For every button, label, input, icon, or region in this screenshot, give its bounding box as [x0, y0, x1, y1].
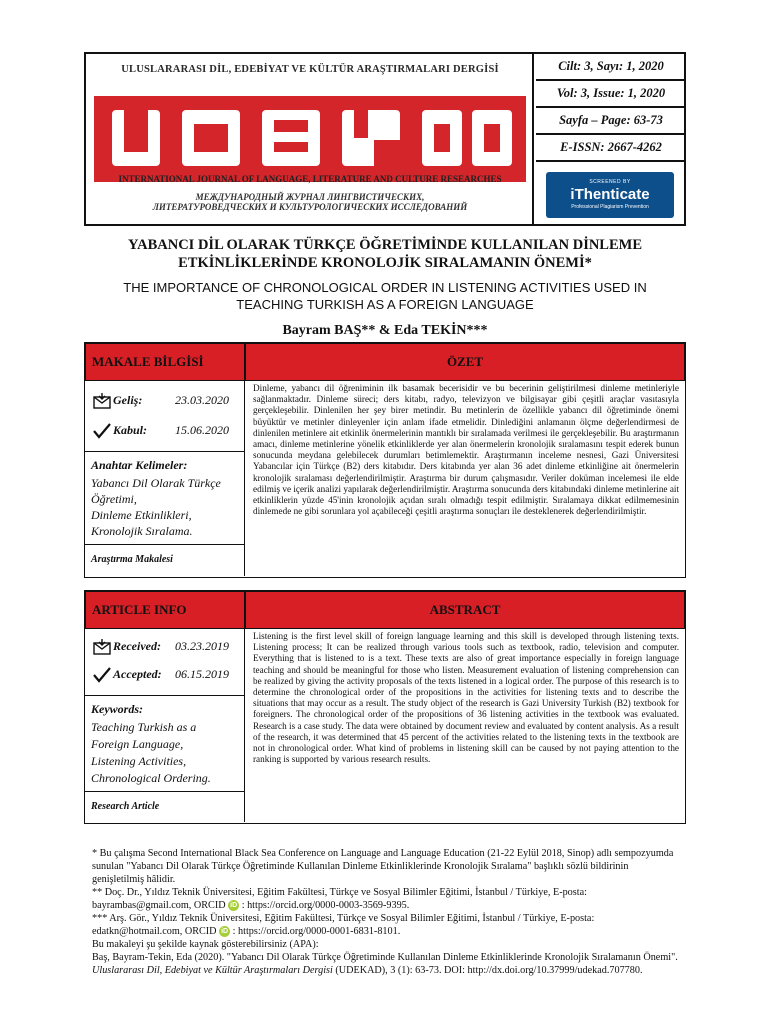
footnotes [92, 847, 682, 977]
article-info-en-column [85, 629, 245, 822]
keyword-en: Listening Activities, [91, 754, 187, 768]
keyword-en: Chronological Ordering. [91, 771, 211, 785]
orcid-icon[interactable]: iD [221, 928, 229, 936]
journal-name-en: INTERNATIONAL JOURNAL OF LANGUAGE, LITERATURE AND CULTURE RESEARCHES [118, 174, 502, 184]
keywords-en-title: Keywords: [91, 702, 143, 716]
article-type-en: Research Article [85, 791, 245, 822]
article-info-en-header: ARTICLE INFO [85, 591, 245, 629]
keyword-tr: Dinleme Etkinlikleri, [91, 508, 192, 522]
keyword-tr: Öğretimi, [91, 492, 137, 506]
keyword-tr: Kronolojik Sıralama. [91, 524, 193, 538]
accepted-date-tr: Kabul: 15.06.2020 [93, 423, 147, 439]
footnote-conference: * Bu çalışma Second International Black Sea Conference on Language and Language Education (21-22 Eylül 2018, Sinop) adlı sempozyumda sunulan "Yabancı Dil Olarak Türkçe Öğretiminde Kullanılan Dinleme Etkinliklerinde Kronolojik Sıralama" başlıklı sözlü bildirinin genişletilmiş hâlidir. [92, 848, 674, 885]
keywords-tr-title: Anahtar Kelimeler: [91, 458, 188, 472]
article-info-tr-panel [84, 342, 686, 578]
journal-header [84, 52, 686, 226]
article-info-tr-header: MAKALE BİLGİSİ [85, 343, 245, 381]
footnote-author2: *** Arş. Gör., Yıldız Teknik Üniversitesi, Eğitim Fakültesi, Türkçe ve Sosyal Bilimler Eğitimi, İstanbul / Türkiye, E-posta: edatkn@hotmail.com, ORCID iD : https://orcid.org/0000-0001-6831-8101. [92, 913, 595, 937]
journal-name-ru-line1: МЕЖДУНАРОДНЫЙ ЖУРНАЛ ЛИНГВИСТИЧЕСКИХ, [195, 192, 425, 202]
journal-logo [86, 54, 534, 224]
title-en-line2: TEACHING TURKISH AS A FOREIGN LANGUAGE [236, 297, 534, 312]
issn: E-ISSN: 2667-4262 [536, 135, 686, 162]
title-tr-line2: ETKİNLİKLERİNDE KRONOLOJİK SIRALAMANIN ÖNEMİ* [178, 255, 592, 271]
footnote-author1: ** Doç. Dr., Yıldız Teknik Üniversitesi, Eğitim Fakültesi, Türkçe ve Sosyal Bilimler Eğitimi, İstanbul / Türkiye, E-posta: bayrambas@gmail.com, ORCID iD : https://orcid.org/0000-0003-3569-9395. [92, 887, 587, 911]
journal-name-ru [94, 192, 526, 212]
keywords-en [85, 695, 245, 791]
title-english [84, 279, 686, 313]
title-turkish [84, 236, 686, 272]
title-tr-line1: YABANCI DİL OLARAK TÜRKÇE ÖĞRETİMİNDE KULLANILAN DİNLEME [127, 237, 643, 253]
journal-name-tr: ULUSLARARASI DİL, EDEBİYAT VE KÜLTÜR ARAŞTIRMALARI DERGİSİ [121, 64, 499, 75]
abstract-en-text: Listening is the first level skill of foreign language learning and this skill is developed through listening texts. Listening process; It can be realized through various tools such as textbook, radio, television and computer. Everything that is listened to is a text. These texts are also of great importance especially in foreign language teaching and should be meaningful for those who listen. Measurement evaluation of listening comprehension can be realized by giving the activity proposals of the texts listened in a logical order. The purpose of this research is to determine the chronological order of the propositions in the activities for listening texts and to describe the situations that may occur as a result. The study object of the research is Gazi University Turkish (B2) textbook for foreigners. The chronological order of the propositions of 36 listening activities in the textbook was evaluated. Research is a case study. The data were obtained by document review and evaluated by content analysis. As a result of the research, it was determined that 45 percent of the activities related to the listening texts in the textbook are not in chronological order. What kind of problems in listening skill can be caused by not paying attention to the ranking is supported by various research results. [253, 631, 679, 765]
article-info-tr-column [85, 381, 245, 576]
page-range: Sayfa – Page: 63-73 [536, 108, 686, 135]
authors: Bayram BAŞ** & Eda TEKİN*** [282, 323, 488, 338]
citation-heading: Bu makaleyi şu şekilde kaynak gösterebilirsiniz (APA): [92, 939, 319, 950]
title-en-line1: THE IMPORTANCE OF CHRONOLOGICAL ORDER IN LISTENING ACTIVITIES USED IN [123, 280, 647, 295]
abstract-tr-text: Dinleme, yabancı dil öğreniminin ilk basamak becerisidir ve bu becerinin geliştirilmesi dinleme metinleriyle sağlanmaktadır. Dinleme süreci; ders kitabı, radyo, televizyon ve bilgisayar gibi çeşitli araçlar vasıtasıyla gerçekleşebilir. Dinlenilen her şey birer metindir. Bu metinlerin de özellikle yabancı dil öğretiminde önemi büyüktür ve metinler dinleyenler için anlam ifade etmelidir. Dinlediğini anlamanın ölçme değerlendirmesi de dinlenilen metinlere ait etkinlik önermelerinin mantıklı bir sıralamada verilmesi ile gerçekleşebilir. Bu araştırmanın amacı, dinleme metinlerine yönelik etkinliklerde yer alan önermelerin kronolojik sıralamasını tespit ederek bunun sonucunda meydana gelebilecek durumları betimlemektir. Araştırmanın inceleme nesnesi, Gazi Üniversitesi Yabancılar için Türkçe (B2) ders kitabıdır. Ders kitabında yer alan 36 adet dinleme etkinliğine ait önermelerin kronolojik sıralaması değerlendirilmiştir. Araştırma bir durum çalışmasıdır. Veriler doküman incelemesi ile elde edilmiş ve içerik analizi yapılarak değerlendirilmiştir. Araştırma sonucunda ders kitabındaki dinleme metinlerine ait etkinliklerin yüzde 45'inin kronolojik açıdan sıralı olmadığı tespit edilmiştir. Sıralamaya dikkat edilmemesinin dinlemede ne gibi sorunlara yol açabileceği çeşitli araştırma sonuçları ile desteklenerek değerlendirilmiştir. [253, 383, 679, 517]
orcid-link-author2[interactable]: : https://orcid.org/0000-0001-6831-8101. [232, 926, 401, 937]
volume-tr: Cilt: 3, Sayı: 1, 2020 [536, 54, 686, 81]
envelope-received-icon [93, 393, 111, 409]
citation-apa: Baş, Bayram-Tekin, Eda (2020). "Yabancı Dil Olarak Türkçe Öğretiminde Kullanılan Dinleme Etkinliklerinde Kronolojik Sıralamanın Önemi". Uluslararası Dil, Edebiyat ve Kültür Araştırmaları Dergisi (UDEKAD), 3 (1): 63-73. DOI: http://dx.doi.org/10.37999/udekad.707780. [92, 952, 678, 976]
checkmark-icon [93, 423, 111, 439]
abstract-en-header: ABSTRACT [245, 591, 685, 629]
volume-en: Vol: 3, Issue: 1, 2020 [536, 81, 686, 108]
accepted-date-en: Accepted: 06.15.2019 [93, 667, 162, 683]
abstract-tr-header: ÖZET [245, 343, 685, 381]
keyword-en: Foreign Language, [91, 737, 184, 751]
keyword-tr: Yabancı Dil Olarak Türkçe [91, 476, 221, 490]
envelope-received-icon [93, 639, 111, 655]
received-date-tr: Geliş: 23.03.2020 [93, 393, 142, 409]
checkmark-icon [93, 667, 111, 683]
keyword-en: Teaching Turkish as a [91, 720, 197, 734]
keywords-tr [85, 451, 245, 544]
article-info-en-panel [84, 590, 686, 824]
ithenticate-badge[interactable] [546, 172, 674, 218]
orcid-icon[interactable]: iD [230, 902, 238, 910]
badge-sub-text: Professional Plagiarism Prevention [571, 204, 649, 210]
badge-main-text: iThenticate [570, 186, 650, 203]
orcid-link-author1[interactable]: : https://orcid.org/0000-0003-3569-9395. [241, 900, 410, 911]
badge-top-text: SCREENED BY [589, 179, 631, 185]
journal-name-ru-line2: ЛИТЕРАТУРОВЕДЧЕСКИХ И КУЛЬТУРОЛОГИЧЕСКИХ ИССЛЕДОВАНИЙ [152, 202, 468, 212]
received-date-en: Received: 03.23.2019 [93, 639, 161, 655]
article-type-tr: Araştırma Makalesi [85, 544, 245, 576]
